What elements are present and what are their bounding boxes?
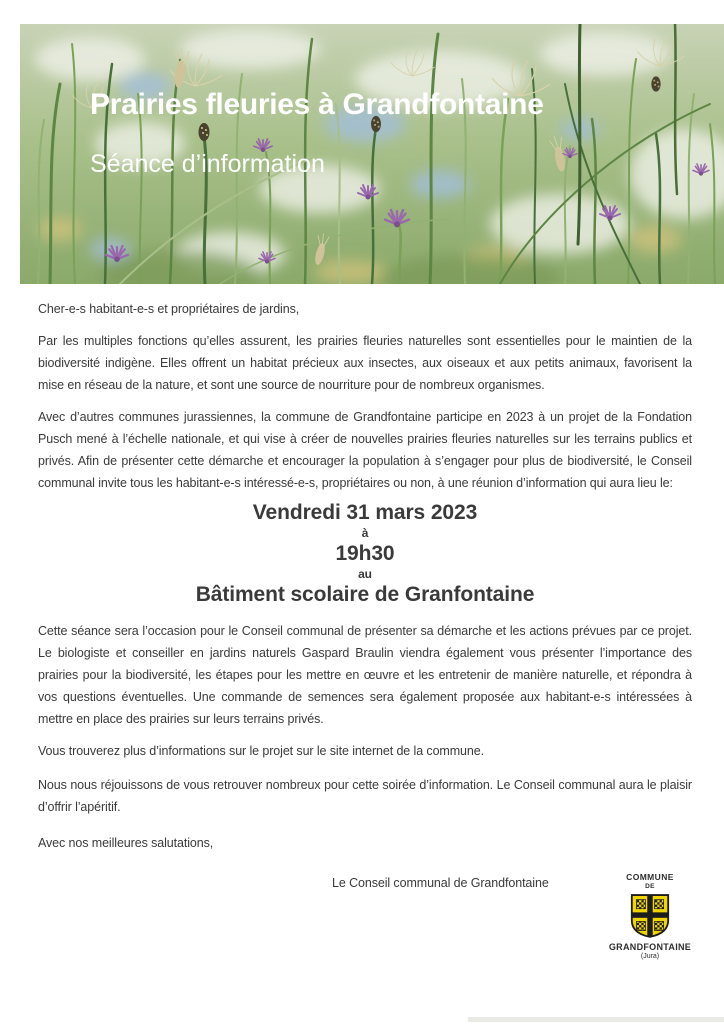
coat-of-arms-icon <box>630 893 670 939</box>
logo-jura-text: (Jura) <box>640 953 660 960</box>
page-title: Prairies fleuries à Grandfontaine <box>90 88 544 121</box>
paragraph-project: Avec d’autres communes jurassiennes, la commune de Grandfontaine participe en 2023 à un projet de la Fondation Pusch mené à l’échelle nationale, et qui vise à créer de nouvelles prairies fleuries naturelles sur les terrains publics et privés. Afin de présenter cette démarche et encourager la population à s’engager pour plus de biodiversité, le Conseil communal invite tous les habitant-e-s intéressé-e-s, propriétaires ou non, à une réunion d’information qui aura lieu le: <box>38 410 692 490</box>
page-subtitle: Séance d’information <box>90 150 325 178</box>
closing-text: Avec nos meilleures salutations, <box>38 836 214 850</box>
paragraph-website: Vous trouverez plus d’informations sur le projet sur le site internet de la commune. <box>38 744 484 758</box>
paragraph-seance: Cette séance sera l’occasion pour le Conseil communal de présenter sa démarche et les actions prévues par ce projet. Le biologiste et conseiller en jardins naturels Gaspard Braulin viendra également vous présenter l’importance des prairies pour la biodiversité, les étapes pour les mettre en œuvre et les entretenir de manière naturelle, et répondra à vos questions éventuelles. Une commande de semences sera également proposée aux habitant-e-s intéressées à mettre en place des prairies sur leurs terrains privés. <box>38 624 692 726</box>
commune-logo <box>593 872 707 962</box>
event-preposition-place: au <box>358 567 372 581</box>
logo-grandfontaine-text: GRANDFONTAINE <box>608 941 692 952</box>
scan-artifact <box>468 1017 724 1022</box>
letter-body <box>38 298 692 894</box>
event-time: 19h30 <box>335 542 395 565</box>
event-details-block <box>38 500 692 608</box>
header-photo <box>20 24 724 284</box>
event-date: Vendredi 31 mars 2023 <box>252 501 478 524</box>
event-preposition-time: à <box>361 526 369 540</box>
logo-de-text: DE <box>645 882 655 890</box>
salutation-text: Cher-e-s habitant-e-s et propriétaires de jardins, <box>38 302 300 316</box>
paragraph-thanks: Nous nous réjouissons de vous retrouver nombreux pour cette soirée d’information. Le Conseil communal aura le plaisir d’offrir l’apéritif. <box>38 778 692 814</box>
event-place: Bâtiment scolaire de Granfontaine <box>195 583 535 606</box>
logo-commune-text: COMMUNE <box>626 872 674 882</box>
signature-text: Le Conseil communal de Grandfontaine <box>332 876 549 890</box>
paragraph-intro: Par les multiples fonctions qu’elles assurent, les prairies fleuries naturelles sont essentielles pour le maintien de la biodiversité indigène. Elles offrent un habitat précieux aux insectes, aux oiseaux et aux petits animaux, favorisent la mise en réseau de la nature, et sont une source de nourriture pour de nombreux organismes. <box>38 334 692 392</box>
